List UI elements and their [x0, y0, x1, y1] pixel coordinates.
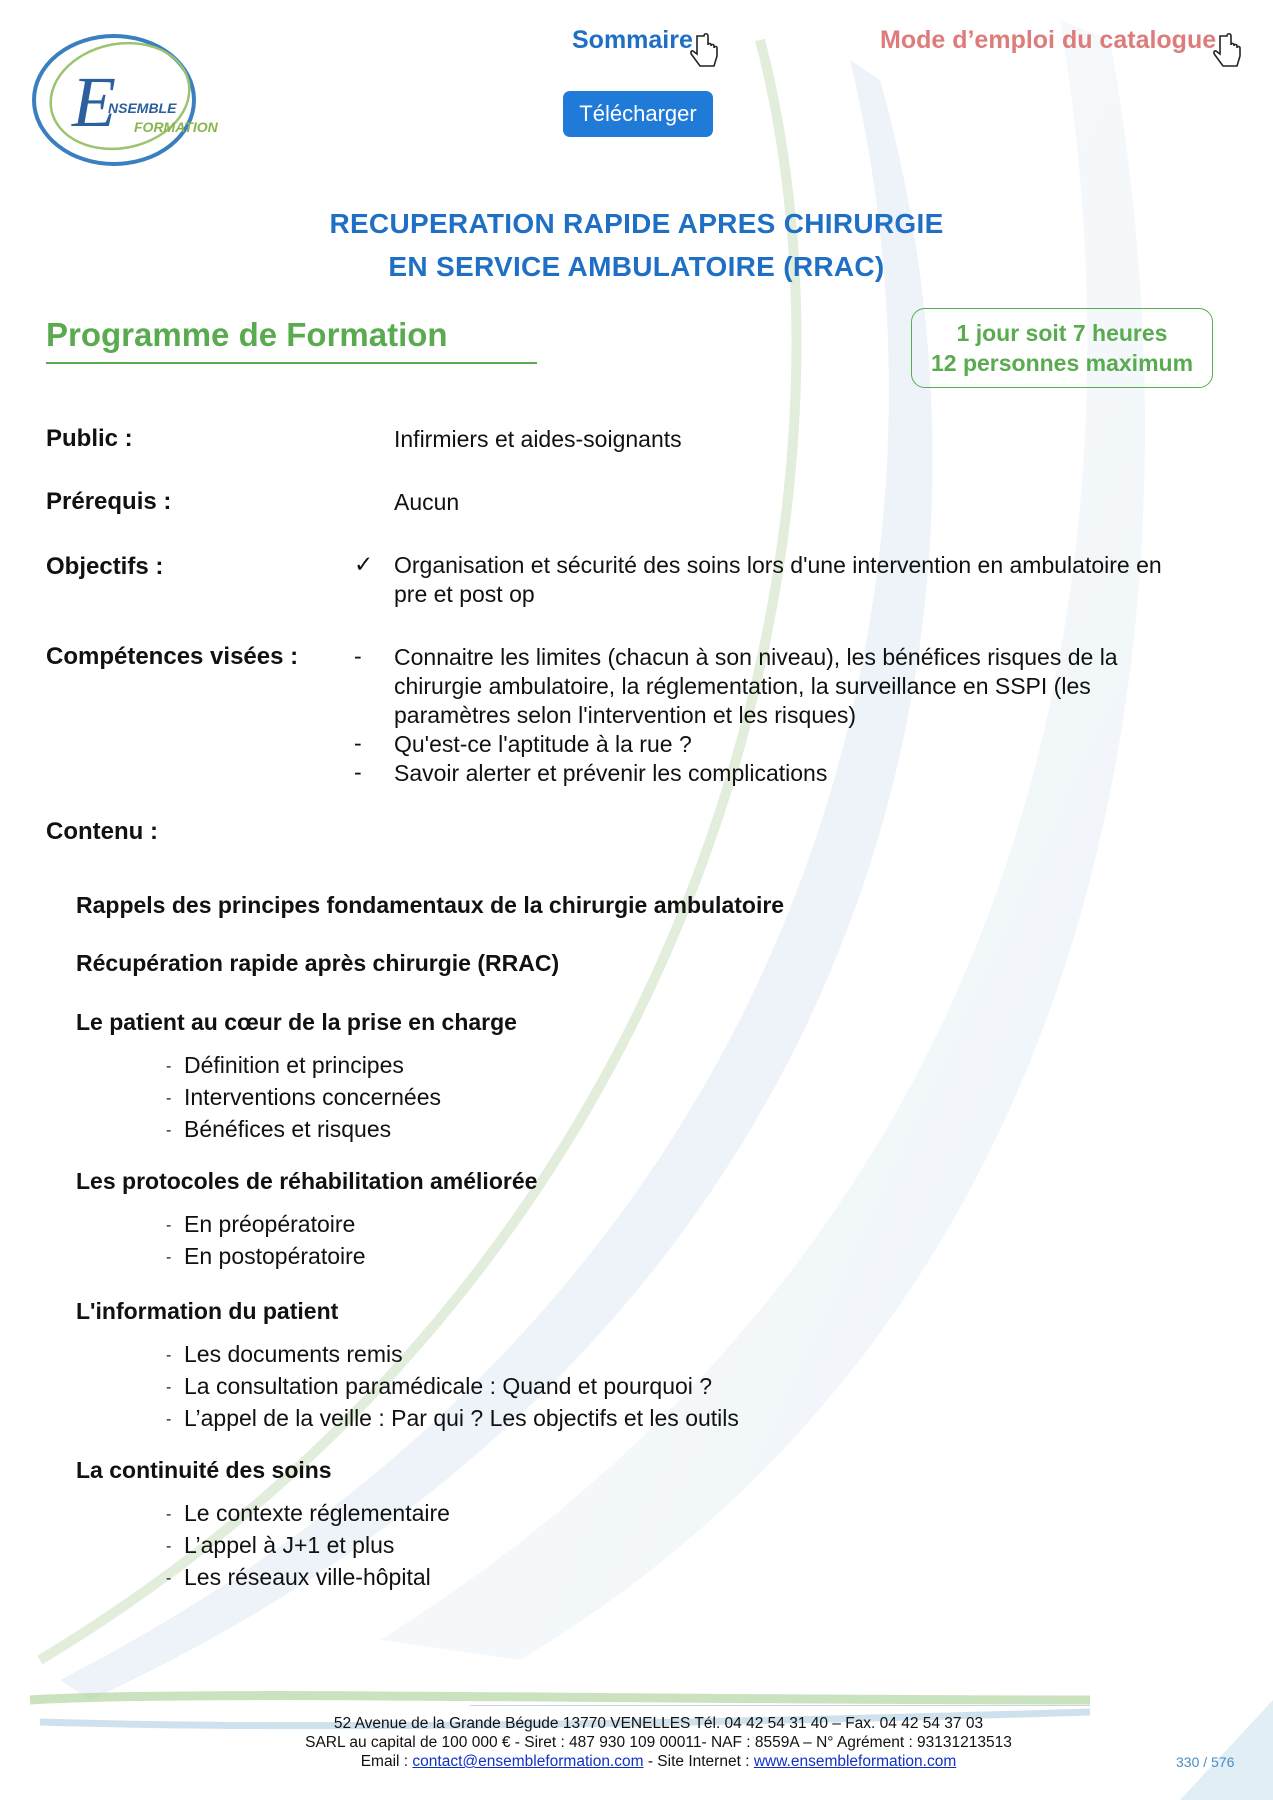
- hand-pointer-icon: [1212, 32, 1242, 72]
- sommaire-label: Sommaire: [572, 26, 693, 54]
- footer: [0, 1714, 1273, 1771]
- list-item: - L’appel à J+1 et plus: [166, 1531, 395, 1558]
- mode-emploi-label: Mode d’emploi du catalogue: [880, 26, 1217, 54]
- footer-legal: SARL au capital de 100 000 € - Siret : 487 930 109 00011- NAF : 8559A – N° Agrément : 93131213513: [305, 1734, 1012, 1751]
- logo-initial: E: [72, 62, 116, 142]
- contenu-section-2: Récupération rapide après chirurgie (RRAC): [76, 950, 560, 976]
- prereq-value: Aucun: [394, 489, 460, 515]
- list-item: - La consultation paramédicale : Quand et pourquoi ?: [166, 1372, 713, 1399]
- course-title: [0, 202, 1273, 288]
- contenu-section-6: La continuité des soins: [76, 1457, 332, 1483]
- list-item: - Les réseaux ville-hôpital: [166, 1563, 431, 1590]
- contenu-section-4: Les protocoles de réhabilitation améliorée: [76, 1168, 538, 1194]
- contenu-section-3-list: [166, 1050, 441, 1146]
- hand-pointer-icon: [689, 32, 719, 72]
- objectifs-value: [394, 551, 1162, 609]
- list-item: - Le contexte réglementaire: [166, 1500, 450, 1526]
- footer-divider: [470, 1705, 1090, 1706]
- contenu-label: Contenu :: [46, 818, 158, 845]
- list-item: - L’appel de la veille : Par qui ? Les objectifs et les outils: [166, 1404, 739, 1431]
- contenu-section-6-list: [166, 1498, 450, 1594]
- contenu-section-4-list: [166, 1209, 366, 1273]
- ensemble-formation-logo: [28, 22, 233, 172]
- public-label: Public :: [46, 425, 133, 452]
- logo-brand-line2: FORMATION: [134, 119, 218, 135]
- objectifs-label: Objectifs :: [46, 553, 164, 580]
- contenu-section-5-list: [166, 1339, 739, 1435]
- footer-address: 52 Avenue de la Grande Bégude 13770 VENELLES Tél. 04 42 54 31 40 – Fax. 04 42 54 37 03: [333, 1715, 984, 1732]
- programme-underline: [46, 362, 537, 364]
- competence-1-line2: chirurgie ambulatoire, la réglementation, la surveillance en SSPI (les: [394, 673, 1091, 699]
- list-item: - Bénéfices et risques: [166, 1115, 392, 1142]
- competence-item-2: Qu'est-ce l'aptitude à la rue ?: [394, 731, 692, 757]
- list-item: - Définition et principes: [166, 1052, 404, 1078]
- competence-1-line1: Connaitre les limites (chacun à son niveau), les bénéfices risques de la: [394, 644, 1118, 670]
- download-button[interactable]: Télécharger: [563, 91, 713, 137]
- competence-bullet-1: -: [354, 643, 362, 669]
- contenu-section-5: L'information du patient: [76, 1298, 339, 1324]
- contenu-section-3: Le patient au cœur de la prise en charge: [76, 1009, 517, 1035]
- mode-emploi-link[interactable]: [880, 26, 1242, 72]
- list-item: - En postopératoire: [166, 1242, 366, 1269]
- footer-contact: Email : contact@ensembleformation.com - Site Internet : www.ensembleformation.com: [360, 1753, 957, 1770]
- course-title-line1: RECUPERATION RAPIDE APRES CHIRURGIE: [329, 208, 944, 239]
- competences-label: Compétences visées :: [46, 643, 299, 670]
- list-item: - Les documents remis: [166, 1341, 403, 1367]
- website-link[interactable]: www.ensembleformation.com: [753, 1753, 957, 1770]
- objectifs-line1: Organisation et sécurité des soins lors d'une intervention en ambulatoire en: [394, 552, 1162, 578]
- contenu-section-1: Rappels des principes fondamentaux de la chirurgie ambulatoire: [76, 892, 785, 918]
- list-item: - En préopératoire: [166, 1211, 356, 1237]
- sommaire-link[interactable]: [572, 26, 719, 72]
- logo-brand-line1: NSEMBLE: [108, 100, 177, 116]
- competence-bullet-3: -: [354, 759, 362, 785]
- competence-1-line3: paramètres selon l'intervention et les risques): [394, 702, 857, 728]
- capacity-text: 12 personnes maximum: [930, 350, 1194, 376]
- corner-decoration: [1140, 1700, 1273, 1800]
- duration-text: 1 jour soit 7 heures: [956, 320, 1168, 346]
- list-item: - Interventions concernées: [166, 1083, 441, 1110]
- competence-item-1: [394, 643, 1118, 730]
- page-number: 330 / 576: [1176, 1754, 1235, 1770]
- course-title-line2: EN SERVICE AMBULATOIRE (RRAC): [388, 251, 885, 282]
- duration-box: [911, 308, 1213, 388]
- prereq-label: Prérequis :: [46, 488, 172, 515]
- checkmark-icon: ✓: [354, 551, 374, 577]
- programme-heading: Programme de Formation: [46, 316, 448, 353]
- competence-bullet-2: -: [354, 730, 362, 756]
- public-value: Infirmiers et aides-soignants: [394, 426, 682, 452]
- competence-item-3: Savoir alerter et prévenir les complications: [394, 760, 828, 786]
- objectifs-line2: pre et post op: [394, 581, 535, 607]
- email-link[interactable]: contact@ensembleformation.com: [412, 1753, 644, 1770]
- logo-emblem-icon: [28, 22, 233, 172]
